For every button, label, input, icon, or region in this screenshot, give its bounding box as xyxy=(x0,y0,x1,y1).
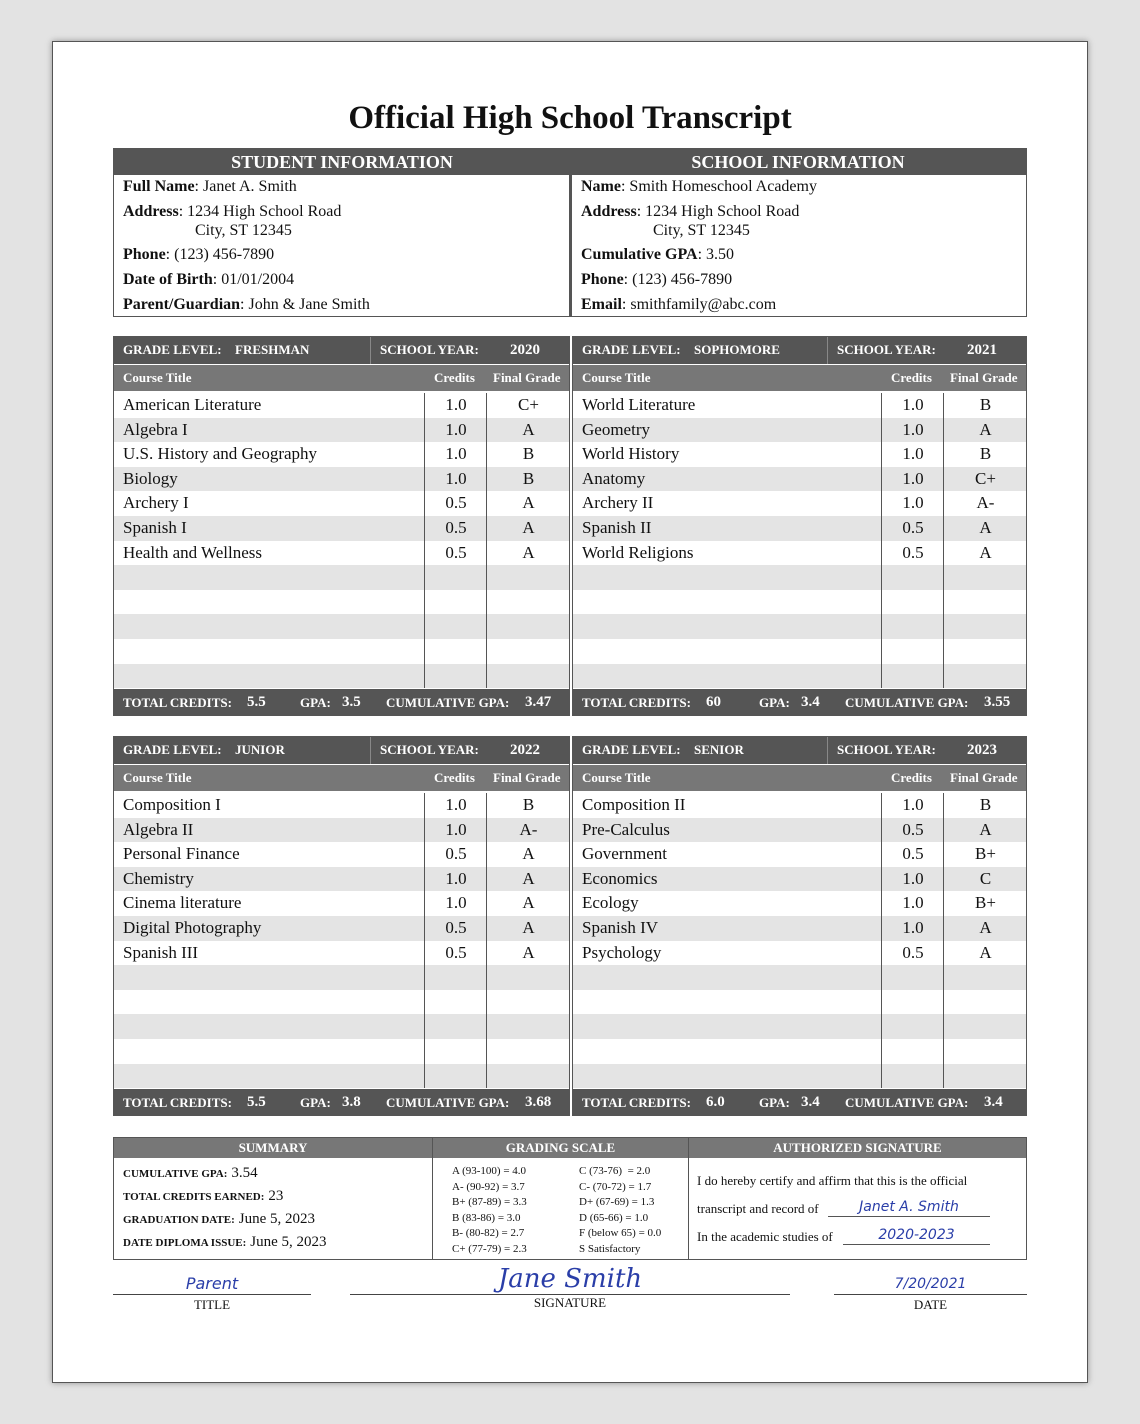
summary-divider-2 xyxy=(688,1138,689,1259)
page-title: Official High School Transcript xyxy=(348,100,792,136)
course-credits: 1.0 xyxy=(445,419,467,439)
course-credits: 0.5 xyxy=(445,942,467,962)
course-title: Geometry xyxy=(582,419,650,439)
credits-header: Credits xyxy=(434,770,475,785)
grading-scale-entry: B+ (87-89) = 3.3 xyxy=(452,1196,527,1209)
course-credits: 0.5 xyxy=(902,542,924,562)
header-divider xyxy=(370,736,371,764)
summary-cum-gpa-label: CUMULATIVE GPA: xyxy=(123,1168,228,1180)
school-year-label: SCHOOL YEAR: xyxy=(837,742,936,757)
credits-header: Credits xyxy=(434,370,475,385)
course-title: Anatomy xyxy=(582,468,646,488)
school-address-line2: City, ST 12345 xyxy=(653,222,750,239)
gpa-label: GPA: xyxy=(300,1095,331,1110)
total-credits-label: TOTAL CREDITS: xyxy=(123,695,232,710)
credits-column-line xyxy=(881,393,882,688)
course-credits: 1.0 xyxy=(445,444,467,464)
table-row xyxy=(572,916,1027,941)
table-row xyxy=(572,467,1027,492)
course-credits: 0.5 xyxy=(445,493,467,513)
credits-column-line xyxy=(881,793,882,1088)
course-table xyxy=(113,793,570,1088)
course-credits: 1.0 xyxy=(902,918,924,937)
table-row xyxy=(113,590,570,615)
school-year-value: 2021 xyxy=(967,342,997,358)
total-credits-label: TOTAL CREDITS: xyxy=(582,695,691,710)
course-grade: B xyxy=(522,444,535,464)
grade-level-label: GRADE LEVEL: xyxy=(582,742,681,757)
summary-header: SUMMARY xyxy=(114,1138,432,1158)
school-year-label: SCHOOL YEAR: xyxy=(380,742,479,757)
phone-value: : (123) 456-7890 xyxy=(165,246,275,263)
summary-total-credits-label: TOTAL CREDITS EARNED: xyxy=(123,1191,265,1203)
grade-level-header xyxy=(113,736,570,764)
full-name-value: : Janet A. Smith xyxy=(194,178,297,195)
footer-signature-value: Jane Smith xyxy=(497,1264,643,1294)
gpa-value: 3.5 xyxy=(342,694,361,710)
header-divider xyxy=(370,336,371,364)
certify-line1: I do hereby certify and affirm that this is the official xyxy=(697,1173,968,1188)
course-title: Composition II xyxy=(582,795,686,814)
cumulative-gpa-value: 3.4 xyxy=(984,1094,1003,1110)
grade-level-value: JUNIOR xyxy=(235,742,285,757)
table-row xyxy=(572,891,1027,916)
grading-scale-left xyxy=(452,1164,527,1258)
course-grade: B xyxy=(979,795,992,814)
course-grade: B xyxy=(522,468,535,488)
table-row xyxy=(572,491,1027,516)
school-year-value: 2020 xyxy=(510,342,540,358)
school-year-value: 2022 xyxy=(510,742,540,758)
cumulative-gpa-label: CUMULATIVE GPA: xyxy=(845,695,969,710)
school-year-label: SCHOOL YEAR: xyxy=(380,342,479,357)
footer-title-line xyxy=(113,1294,311,1295)
table-row xyxy=(572,664,1027,689)
table-row xyxy=(113,1039,570,1064)
gpa-value: 3.4 xyxy=(801,694,820,710)
school-phone-label: Phone xyxy=(581,271,624,288)
course-title: Biology xyxy=(123,468,178,488)
course-title: American Literature xyxy=(123,395,262,414)
course-credits: 0.5 xyxy=(445,918,467,937)
grade-column-line xyxy=(486,793,487,1088)
table-row xyxy=(572,442,1027,467)
course-title: Spanish IV xyxy=(582,918,659,937)
course-grade: A xyxy=(522,493,535,513)
course-credits: 0.5 xyxy=(902,819,924,839)
grading-scale-right xyxy=(579,1164,661,1258)
course-title: U.S. History and Geography xyxy=(123,444,318,464)
grade-block-senior xyxy=(572,736,1027,1117)
table-row xyxy=(572,541,1027,566)
summary-grad-date-label: GRADUATION DATE: xyxy=(123,1214,235,1226)
course-credits: 0.5 xyxy=(902,518,924,537)
grade-block-junior xyxy=(113,736,570,1117)
credits-column-line xyxy=(424,793,425,1088)
summary-grad-date-value: June 5, 2023 xyxy=(238,1211,315,1227)
gpa-label: GPA: xyxy=(759,695,790,710)
course-title-header: Course Title xyxy=(582,370,651,385)
course-grade: A xyxy=(522,868,535,888)
table-row xyxy=(113,1014,570,1039)
grade-level-value: SOPHOMORE xyxy=(694,342,780,357)
final-grade-header: Final Grade xyxy=(493,770,561,785)
cumulative-gpa-label: CUMULATIVE GPA: xyxy=(386,695,510,710)
course-grade: A xyxy=(979,942,992,962)
table-row xyxy=(113,664,570,689)
course-grade: A xyxy=(979,518,992,537)
column-header xyxy=(113,365,570,391)
grading-scale-entry: C+ (77-79) = 2.3 xyxy=(452,1242,527,1255)
table-row xyxy=(572,1039,1027,1064)
column-header xyxy=(572,765,1027,791)
grading-scale-entry: C (73-76) = 2.0 xyxy=(579,1165,651,1177)
school-year-value: 2023 xyxy=(967,742,997,758)
course-title: Composition I xyxy=(123,795,221,814)
course-credits: 1.0 xyxy=(445,868,467,888)
course-title: Personal Finance xyxy=(123,844,240,864)
table-row xyxy=(572,565,1027,590)
school-gpa-value: : 3.50 xyxy=(697,246,735,263)
cumulative-gpa-label: CUMULATIVE GPA: xyxy=(386,1095,510,1110)
course-title: Spanish III xyxy=(123,942,199,962)
course-credits: 0.5 xyxy=(445,844,467,864)
grading-scale-entry: A- (90-92) = 3.7 xyxy=(452,1180,525,1193)
course-grade: A xyxy=(522,518,535,537)
table-row xyxy=(113,941,570,966)
total-credits-label: TOTAL CREDITS: xyxy=(123,1095,232,1110)
course-grade: A xyxy=(979,918,992,937)
course-grade: A xyxy=(979,419,992,439)
grading-scale-entry: S Satisfactory xyxy=(579,1242,641,1255)
course-credits: 1.0 xyxy=(445,893,467,913)
totals-row xyxy=(113,1089,570,1116)
certify-line3: In the academic studies of xyxy=(697,1229,833,1244)
school-gpa-label: Cumulative GPA xyxy=(581,246,698,263)
school-info-header: SCHOOL INFORMATION xyxy=(570,149,1026,175)
totals-row xyxy=(113,689,570,716)
grade-level-label: GRADE LEVEL: xyxy=(582,342,681,357)
table-row xyxy=(572,516,1027,541)
course-grade: B xyxy=(979,444,992,464)
totals-row xyxy=(572,689,1027,716)
table-row xyxy=(572,793,1027,818)
course-title: Economics xyxy=(582,868,658,888)
course-credits: 0.5 xyxy=(902,844,924,864)
grading-scale-entry: A (93-100) = 4.0 xyxy=(452,1165,527,1177)
info-section xyxy=(113,148,1027,317)
table-row xyxy=(572,842,1027,867)
table-row xyxy=(113,916,570,941)
footer-date-label: DATE xyxy=(913,1297,948,1312)
table-row xyxy=(113,393,570,418)
table-row xyxy=(572,867,1027,892)
course-table xyxy=(572,793,1027,1088)
footer-signature-label: SIGNATURE xyxy=(533,1295,607,1310)
final-grade-header: Final Grade xyxy=(493,370,561,385)
grade-level-header xyxy=(572,336,1027,364)
course-title: World History xyxy=(582,444,680,464)
credits-header: Credits xyxy=(891,370,932,385)
parent-label: Parent/Guardian xyxy=(123,296,241,313)
grade-level-value: FRESHMAN xyxy=(235,342,310,357)
table-row xyxy=(113,867,570,892)
grade-block-sophomore xyxy=(572,336,1027,717)
address-label: Address xyxy=(123,203,179,220)
header-divider xyxy=(827,336,828,364)
course-grade: B+ xyxy=(975,844,996,864)
certify-line2: transcript and record of xyxy=(697,1201,819,1216)
course-title-header: Course Title xyxy=(582,770,651,785)
table-row xyxy=(572,965,1027,990)
table-row xyxy=(113,442,570,467)
table-row xyxy=(113,516,570,541)
course-title: Spanish I xyxy=(123,518,187,537)
course-title-header: Course Title xyxy=(123,770,192,785)
table-row xyxy=(572,1064,1027,1089)
course-title: Health and Wellness xyxy=(123,542,263,562)
course-title: Archery II xyxy=(582,493,654,513)
table-row xyxy=(113,639,570,664)
table-row xyxy=(572,818,1027,843)
course-credits: 1.0 xyxy=(902,468,924,488)
total-credits-value: 60 xyxy=(706,694,721,710)
grading-scale-header: GRADING SCALE xyxy=(433,1138,688,1158)
table-row xyxy=(113,891,570,916)
summary-diploma-label: DATE DIPLOMA ISSUE: xyxy=(123,1237,247,1249)
table-row xyxy=(572,1014,1027,1039)
gpa-label: GPA: xyxy=(759,1095,790,1110)
course-title: Archery I xyxy=(123,493,189,513)
cumulative-gpa-value: 3.47 xyxy=(525,694,552,710)
table-row xyxy=(113,818,570,843)
course-credits: 1.0 xyxy=(902,493,924,513)
course-title: Pre-Calculus xyxy=(582,819,670,839)
summary-cum-gpa-value: 3.54 xyxy=(231,1165,258,1181)
table-row xyxy=(572,418,1027,443)
course-grade: A xyxy=(979,819,992,839)
dob-value: : 01/01/2004 xyxy=(212,271,295,288)
course-credits: 1.0 xyxy=(445,819,467,839)
address-line1: : 1234 High School Road xyxy=(178,203,342,220)
grading-scale-entry: C- (70-72) = 1.7 xyxy=(579,1180,652,1193)
total-credits-value: 6.0 xyxy=(706,1094,725,1110)
course-grade: C+ xyxy=(518,395,539,414)
table-row xyxy=(113,418,570,443)
footer-title-label: TITLE xyxy=(193,1297,231,1312)
school-address-line1: : 1234 High School Road xyxy=(636,203,800,220)
table-row xyxy=(113,965,570,990)
dob-label: Date of Birth xyxy=(123,271,213,288)
course-credits: 1.0 xyxy=(902,795,924,814)
column-header xyxy=(113,765,570,791)
course-credits: 1.0 xyxy=(902,868,924,888)
table-row xyxy=(572,393,1027,418)
grade-level-header xyxy=(572,736,1027,764)
course-table xyxy=(113,393,570,688)
certify-years: 2020-2023 xyxy=(843,1226,990,1245)
total-credits-value: 5.5 xyxy=(247,694,266,710)
course-credits: 1.0 xyxy=(445,795,467,814)
gpa-value: 3.4 xyxy=(801,1094,820,1110)
course-grade: C+ xyxy=(975,468,996,488)
course-title: Algebra I xyxy=(123,419,188,439)
course-credits: 1.0 xyxy=(902,395,924,414)
grading-scale-entry: D (65-66) = 1.0 xyxy=(579,1211,649,1224)
school-year-label: SCHOOL YEAR: xyxy=(837,342,936,357)
course-title: Government xyxy=(582,844,667,864)
course-credits: 1.0 xyxy=(902,893,924,913)
credits-column-line xyxy=(424,393,425,688)
school-phone-value: : (123) 456-7890 xyxy=(623,271,733,288)
table-row xyxy=(113,614,570,639)
course-grade: B xyxy=(979,395,992,414)
table-row xyxy=(572,990,1027,1015)
table-row xyxy=(113,467,570,492)
table-row xyxy=(113,1064,570,1089)
grade-block-freshman xyxy=(113,336,570,717)
course-grade: A xyxy=(522,942,535,962)
course-title: World Literature xyxy=(582,395,696,414)
grade-level-label: GRADE LEVEL: xyxy=(123,742,222,757)
course-title: Psychology xyxy=(582,942,662,962)
header-divider xyxy=(827,736,828,764)
course-credits: 1.0 xyxy=(902,444,924,464)
course-credits: 1.0 xyxy=(445,468,467,488)
course-grade: A- xyxy=(976,493,995,513)
table-row xyxy=(572,941,1027,966)
credits-header: Credits xyxy=(891,770,932,785)
grade-column-line xyxy=(486,393,487,688)
table-row xyxy=(572,639,1027,664)
table-row xyxy=(113,541,570,566)
info-divider xyxy=(569,175,572,316)
summary-divider-1 xyxy=(432,1138,433,1259)
course-grade: B+ xyxy=(975,893,996,913)
student-info-header: STUDENT INFORMATION xyxy=(114,149,570,175)
totals-row xyxy=(572,1089,1027,1116)
table-row xyxy=(113,990,570,1015)
total-credits-label: TOTAL CREDITS: xyxy=(582,1095,691,1110)
signature-header: AUTHORIZED SIGNATURE xyxy=(689,1138,1026,1158)
cumulative-gpa-label: CUMULATIVE GPA: xyxy=(845,1095,969,1110)
table-row xyxy=(113,793,570,818)
phone-label: Phone xyxy=(123,246,166,263)
final-grade-header: Final Grade xyxy=(950,370,1018,385)
course-title: Cinema literature xyxy=(123,893,242,913)
course-title-header: Course Title xyxy=(123,370,192,385)
course-grade: A xyxy=(522,918,535,937)
course-table xyxy=(572,393,1027,688)
grading-scale-entry: D+ (67-69) = 1.3 xyxy=(579,1196,655,1209)
grading-scale-entry: B- (80-82) = 2.7 xyxy=(452,1227,525,1240)
grade-column-line xyxy=(943,793,944,1088)
grading-scale-entry: B (83-86) = 3.0 xyxy=(452,1211,521,1224)
course-title: World Religions xyxy=(582,542,694,562)
grade-level-header xyxy=(113,336,570,364)
school-email-label: Email xyxy=(581,296,622,313)
course-grade: B xyxy=(522,795,535,814)
summary-diploma-value: June 5, 2023 xyxy=(250,1234,327,1250)
grade-column-line xyxy=(943,393,944,688)
school-address-label: Address xyxy=(581,203,637,220)
course-grade: A- xyxy=(519,819,538,839)
summary-section xyxy=(113,1137,1027,1260)
total-credits-value: 5.5 xyxy=(247,1094,266,1110)
course-grade: A xyxy=(522,419,535,439)
course-grade: A xyxy=(522,542,535,562)
table-row xyxy=(572,614,1027,639)
course-grade: A xyxy=(979,542,992,562)
course-credits: 0.5 xyxy=(902,942,924,962)
course-credits: 1.0 xyxy=(902,419,924,439)
address-line2: City, ST 12345 xyxy=(195,222,292,239)
gpa-value: 3.8 xyxy=(342,1094,361,1110)
table-row xyxy=(572,590,1027,615)
course-title: Digital Photography xyxy=(123,918,262,937)
gpa-label: GPA: xyxy=(300,695,331,710)
school-name-value: : Smith Homeschool Academy xyxy=(620,178,817,195)
course-title: Spanish II xyxy=(582,518,652,537)
school-email-value: : smithfamily@abc.com xyxy=(621,296,777,313)
grade-level-value: SENIOR xyxy=(694,742,744,757)
course-grade: C xyxy=(979,868,992,888)
cumulative-gpa-value: 3.55 xyxy=(984,694,1011,710)
course-grade: A xyxy=(522,893,535,913)
course-credits: 0.5 xyxy=(445,518,467,537)
parent-value: : John & Jane Smith xyxy=(240,296,370,313)
final-grade-header: Final Grade xyxy=(950,770,1018,785)
table-row xyxy=(113,565,570,590)
grade-level-label: GRADE LEVEL: xyxy=(123,342,222,357)
footer-date-value: 7/20/2021 xyxy=(894,1276,967,1292)
cumulative-gpa-value: 3.68 xyxy=(525,1094,552,1110)
table-row xyxy=(113,491,570,516)
footer-date-line xyxy=(834,1294,1027,1295)
course-credits: 1.0 xyxy=(445,395,467,414)
school-name-label: Name xyxy=(581,178,621,195)
course-credits: 0.5 xyxy=(445,542,467,562)
column-header xyxy=(572,365,1027,391)
summary-total-credits-value: 23 xyxy=(268,1188,284,1204)
table-row xyxy=(113,842,570,867)
course-title: Algebra II xyxy=(123,819,194,839)
course-title: Ecology xyxy=(582,893,639,913)
full-name-label: Full Name xyxy=(123,178,195,195)
footer-title-value: Parent xyxy=(185,1274,239,1293)
course-title: Chemistry xyxy=(123,868,194,888)
course-grade: A xyxy=(522,844,535,864)
grading-scale-entry: F (below 65) = 0.0 xyxy=(579,1227,662,1240)
certify-student-name: Janet A. Smith xyxy=(828,1198,990,1217)
